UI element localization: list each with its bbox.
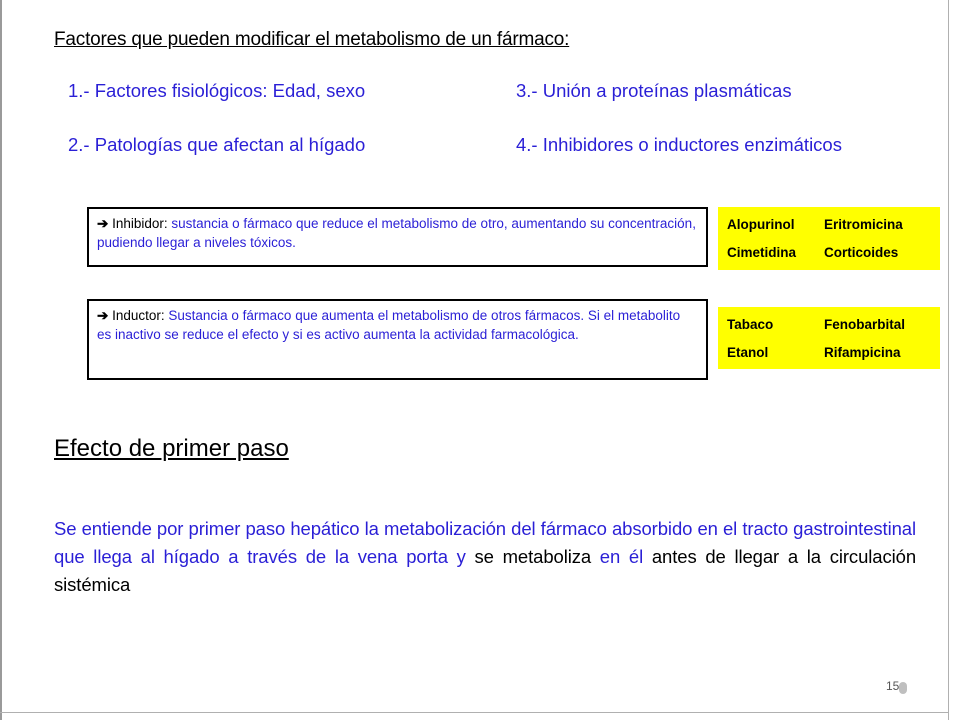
paragraph-part-4: antes de llegar a la circulación sistémica <box>54 546 917 595</box>
section-title: Efecto de primer paso <box>54 435 289 462</box>
arrow-icon: ➔ <box>97 216 109 231</box>
factor-item-4: 4.- Inhibidores o inductores enzimáticos <box>516 134 842 155</box>
inhibitor-definition: sustancia o fármaco que reduce el metabolismo de otro, aumentando su concentración, pudiendo llegar a niveles tóxicos. <box>97 216 696 250</box>
page-heading: Factores que pueden modificar el metabolismo de un fármaco: <box>54 29 570 50</box>
slide-border-bottom <box>0 712 949 713</box>
inhibitor-term: Inhibidor: <box>112 216 168 231</box>
inductor-drug-list <box>718 307 940 369</box>
drug-item: Rifampicina <box>824 345 901 360</box>
factor-item-3: 3.- Unión a proteínas plasmáticas <box>516 80 792 101</box>
paragraph-part-3: en él <box>591 546 652 567</box>
drug-item: Alopurinol <box>727 217 795 232</box>
inductor-definition: Sustancia o fármaco que aumenta el metabolismo de otros fármacos. Si el metabolito es inactivo se reduce el efecto y si es activo aumenta la actividad farmacológica. <box>97 308 681 342</box>
factor-item-1: 1.- Factores fisiológicos: Edad, sexo <box>68 80 366 101</box>
page-marker-icon <box>899 682 907 694</box>
inductor-definition-box <box>87 299 708 380</box>
drug-item: Corticoides <box>824 245 899 260</box>
paragraph-part-2: se metaboliza <box>474 546 592 567</box>
drug-item: Etanol <box>727 345 769 360</box>
page-number: 15 <box>886 679 900 693</box>
slide-border-left <box>0 0 2 720</box>
inhibitor-drug-list <box>718 207 940 270</box>
drug-item: Fenobarbital <box>824 317 906 332</box>
slide-border-right <box>948 0 949 720</box>
first-pass-paragraph <box>54 515 916 599</box>
inhibitor-definition-box <box>87 207 708 267</box>
factor-item-2: 2.- Patologías que afectan al hígado <box>68 134 366 155</box>
paragraph-part-1: Se entiende por primer paso hepático la metabolización del fármaco absorbido en el tracto gastrointestinal que llega al hígado a través de la vena porta y <box>54 518 916 567</box>
drug-item: Tabaco <box>727 317 774 332</box>
drug-item: Eritromicina <box>824 217 903 232</box>
drug-item: Cimetidina <box>727 245 797 260</box>
inductor-term: Inductor: <box>112 308 165 323</box>
arrow-icon: ➔ <box>97 308 109 323</box>
